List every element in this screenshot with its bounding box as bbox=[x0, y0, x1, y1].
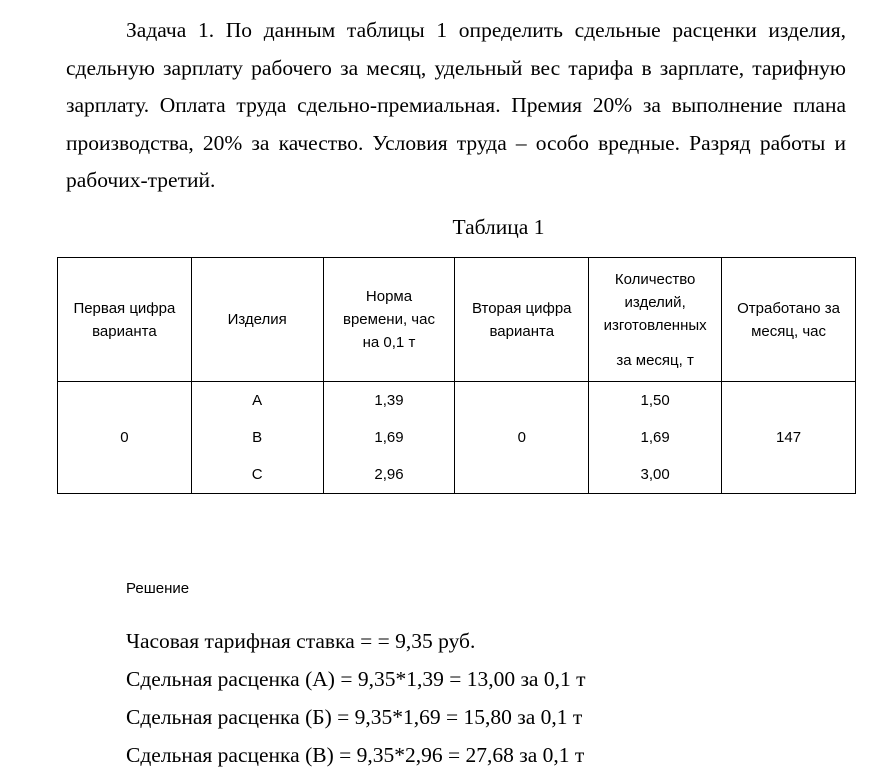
table-row bbox=[58, 382, 856, 420]
header-products: Изделия bbox=[191, 258, 323, 382]
formula-line: Часовая тарифная ставка = = 9,35 руб. bbox=[126, 629, 476, 653]
solution-label: Решение bbox=[126, 580, 190, 597]
task-paragraph: Задача 1. По данным таблицы 1 определить сдельные расценки изделия, сдельную зарплату рабочего за месяц, удельный вес тарифа в зарплате, тарифную зарплату. Оплата труда сдельно-премиальная. Премия 20% за выполнение плана производства, 20% за качество. Условия труда – особо вредные. Разряд работы и рабочих-третий. bbox=[66, 18, 846, 192]
header-worked: Отработано за месяц, час bbox=[722, 258, 856, 382]
cell-quantity: 1,50 bbox=[589, 382, 722, 420]
formula-line: Сдельная расценка (А) = 9,35*1,39 = 13,00 за 0,1 т bbox=[126, 667, 586, 691]
header-quantity: Количество изделий, изготовленных за месяц, т bbox=[589, 258, 722, 382]
header-first-digit: Первая цифра варианта bbox=[58, 258, 192, 382]
cell-worked: 147 bbox=[722, 382, 856, 494]
solution-formulas bbox=[126, 622, 586, 774]
cell-quantity: 1,69 bbox=[589, 419, 722, 456]
table-caption: Таблица 1 bbox=[452, 215, 545, 239]
cell-second-digit: 0 bbox=[455, 382, 589, 494]
task-text bbox=[66, 12, 846, 200]
cell-product: C bbox=[191, 456, 323, 494]
cell-norm: 2,96 bbox=[323, 456, 455, 494]
cell-first-digit: 0 bbox=[58, 382, 192, 494]
cell-product: B bbox=[191, 419, 323, 456]
formula-line: Сдельная расценка (Б) = 9,35*1,69 = 15,80 за 0,1 т bbox=[126, 705, 583, 729]
cell-quantity: 3,00 bbox=[589, 456, 722, 494]
cell-product: A bbox=[191, 382, 323, 420]
header-second-digit: Вторая цифра варианта bbox=[455, 258, 589, 382]
cell-norm: 1,39 bbox=[323, 382, 455, 420]
header-time-norm: Норма времени, час на 0,1 т bbox=[323, 258, 455, 382]
formula-line: Сдельная расценка (В) = 9,35*2,96 = 27,68 за 0,1 т bbox=[126, 743, 585, 767]
cell-norm: 1,69 bbox=[323, 419, 455, 456]
data-table bbox=[57, 257, 856, 494]
table-header-row bbox=[58, 258, 856, 382]
